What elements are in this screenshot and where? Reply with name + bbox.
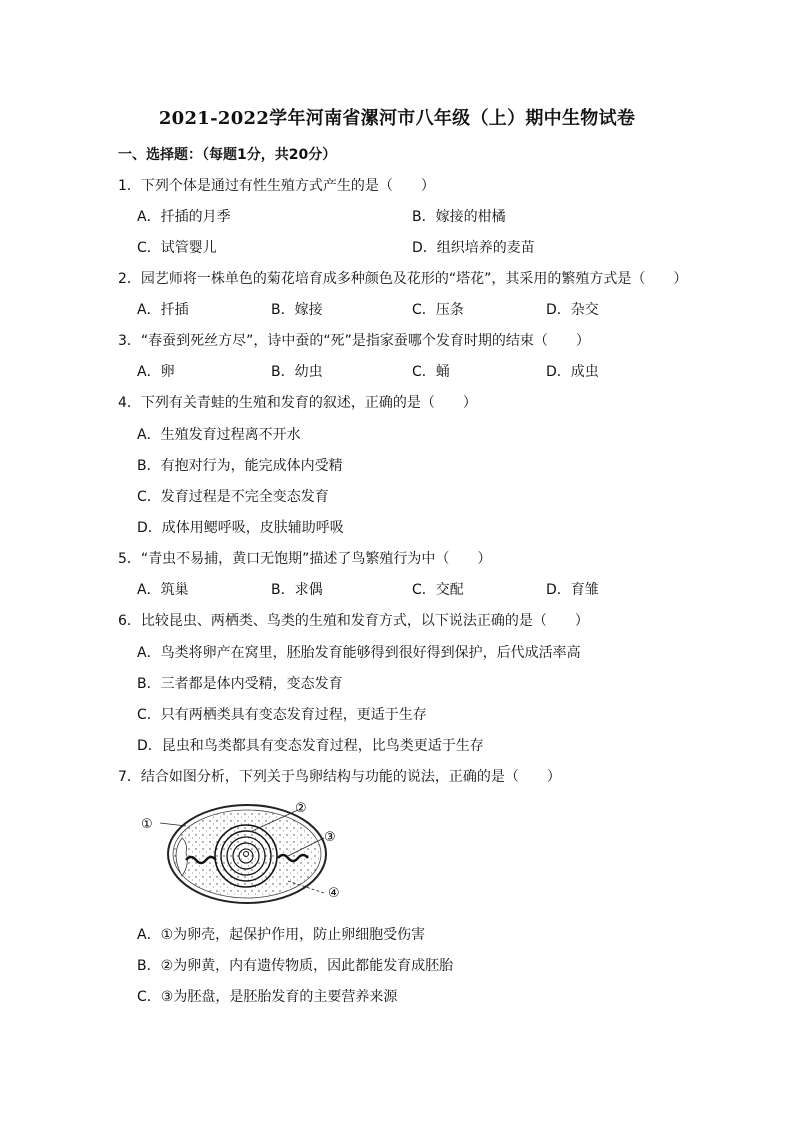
- question-2-stem: 2．园艺师将一株单色的菊花培育成多种颜色及花形的“塔花”，其采用的繁殖方式是（ ）: [118, 271, 688, 287]
- q7-option-a: A．①为卵壳，起保护作用，防止卵细胞受伤害: [137, 927, 426, 943]
- q3-option-a: A．卵: [137, 364, 175, 380]
- question-3-stem: 3．“春蚕到死丝方尽”，诗中蚕的“死”是指家蚕哪个发育时期的结束（ ）: [118, 333, 590, 349]
- q4-option-d: D．成体用鳃呼吸，皮肤辅助呼吸: [137, 520, 344, 536]
- q6-option-b: B．三者都是体内受精，变态发育: [137, 676, 343, 692]
- label-2: ②: [295, 801, 307, 816]
- q2-option-c: C．压条: [412, 302, 464, 318]
- page-title: 2021-2022学年河南省漯河市八年级（上）期中生物试卷: [158, 108, 636, 129]
- q5-option-d: D．育雏: [546, 582, 599, 598]
- question-4-stem: 4．下列有关青蛙的生殖和发育的叙述，正确的是（ ）: [118, 395, 477, 411]
- q2-option-a: A．扦插: [137, 302, 189, 318]
- q7-option-c: C．③为胚盘，是胚胎发育的主要营养来源: [137, 989, 398, 1005]
- question-5-stem: 5．“青虫不易捕，黄口无饱期”描述了鸟繁殖行为中（ ）: [118, 551, 492, 567]
- q1-option-d: D．组织培养的麦苗: [412, 240, 535, 256]
- q7-option-b: B．②为卵黄，内有遗传物质，因此都能发育成胚胎: [137, 958, 454, 974]
- q5-option-a: A．筑巢: [137, 582, 189, 598]
- q3-option-d: D．成虫: [546, 364, 599, 380]
- q2-option-d: D．杂交: [546, 302, 599, 318]
- q5-option-b: B．求偶: [271, 582, 323, 598]
- q5-option-c: C．交配: [412, 582, 464, 598]
- section-heading: 一、选择题：（每题1分，共20分）: [118, 147, 337, 163]
- q4-option-a: A．生殖发育过程离不开水: [137, 427, 301, 443]
- q2-option-b: B．嫁接: [271, 302, 323, 318]
- label-1: ①: [141, 817, 153, 832]
- q6-option-a: A．鸟类将卵产在窝里，胚胎发育能够得到很好得到保护，后代成活率高: [137, 645, 581, 661]
- question-6-stem: 6．比较昆虫、两栖类、鸟类的生殖和发育方式，以下说法正确的是（ ）: [118, 613, 589, 629]
- q1-option-c: C．试管婴儿: [137, 240, 217, 256]
- q1-option-a: A．扦插的月季: [137, 209, 231, 225]
- bird-egg-diagram: [138, 798, 348, 910]
- label-4: ④: [328, 886, 340, 901]
- q1-option-b: B．嫁接的柑橘: [412, 209, 506, 225]
- question-1-stem: 1．下列个体是通过有性生殖方式产生的是（ ）: [118, 178, 435, 194]
- q6-option-c: C．只有两栖类具有变态发育过程，更适于生存: [137, 707, 427, 723]
- q4-option-c: C．发育过程是不完全变态发育: [137, 489, 329, 505]
- q3-option-b: B．幼虫: [271, 364, 323, 380]
- question-7-stem: 7．结合如图分析，下列关于鸟卵结构与功能的说法，正确的是（ ）: [118, 769, 561, 785]
- q6-option-d: D．昆虫和鸟类都具有变态发育过程，比鸟类更适于生存: [137, 738, 484, 754]
- q3-option-c: C．蛹: [412, 364, 450, 380]
- egg-structure-svg: [138, 798, 348, 910]
- label-3: ③: [324, 830, 336, 845]
- q4-option-b: B．有抱对行为，能完成体内受精: [137, 458, 343, 474]
